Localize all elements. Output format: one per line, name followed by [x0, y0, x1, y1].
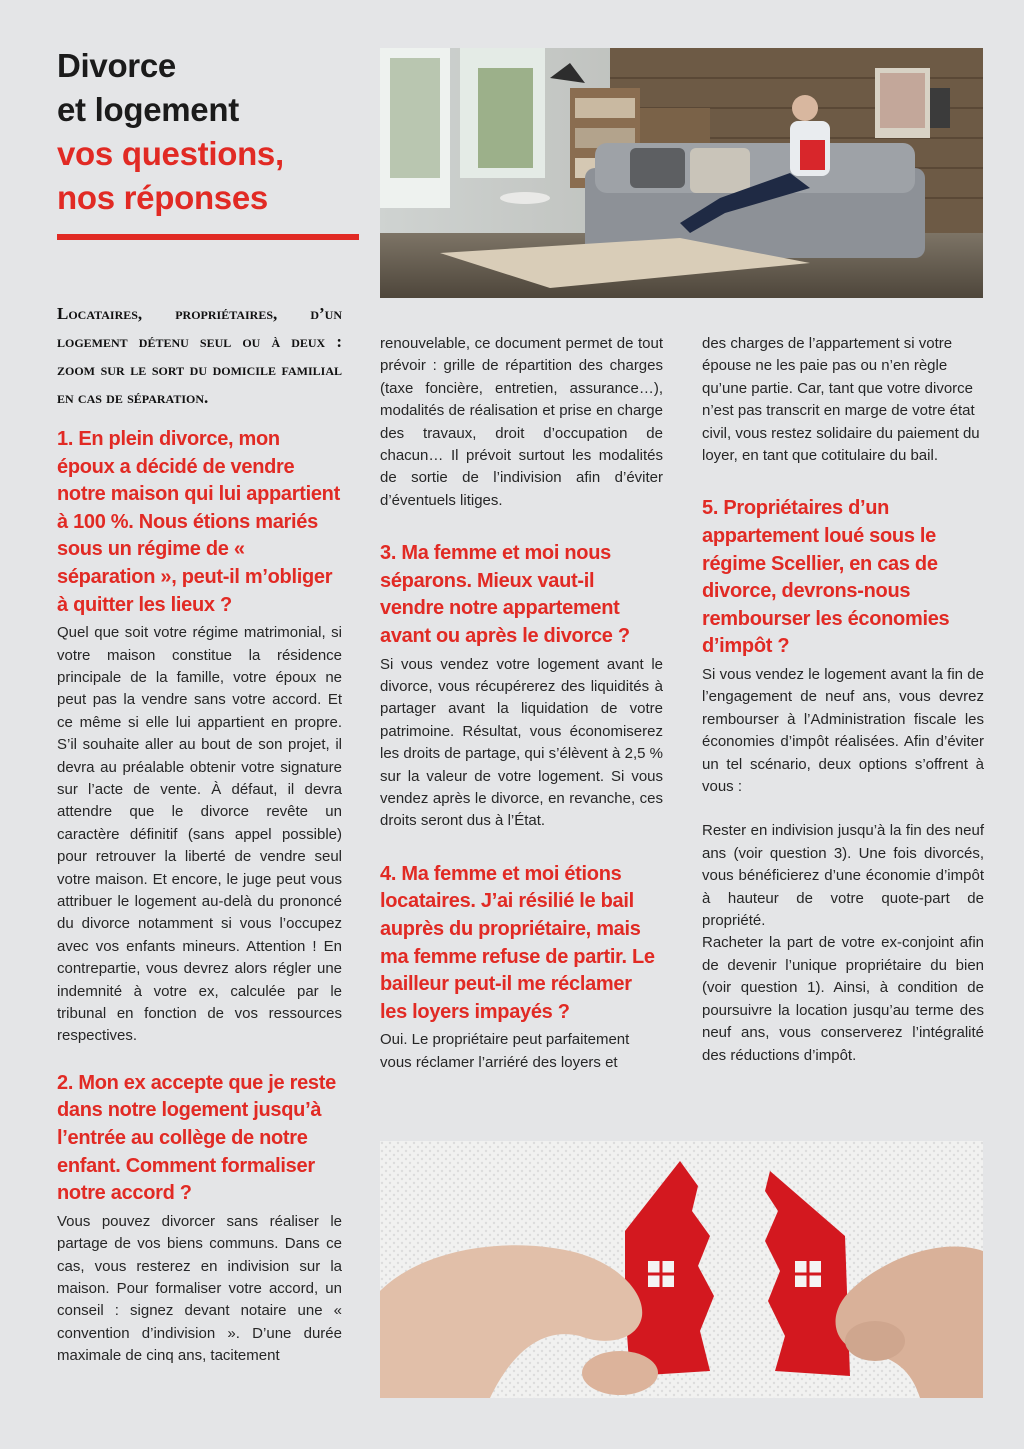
question-2-answer-part2: renouvelable, ce document permet de tout prévoir : grille de répartition des charges (taxe foncière, entretien, assurance…), modalités de réalisation et prise en charge des travaux, droit d’occupation de chacun… Il prévoit surtout les modalités de sortie de l’indivision afin d’éviter d’éventuels litiges. [380, 335, 663, 509]
question-3-title: 3. Ma femme et moi nous séparons. Mieux vaut-il vendre notre appartement avant ou après le divorce ? [380, 542, 630, 648]
split-house-photo [380, 1141, 983, 1398]
column-3 [702, 333, 984, 1067]
subtitle-line-1: vos questions, [57, 135, 284, 172]
title-line-2: et logement [57, 91, 239, 128]
intro-lead: Locataires, propriétaires, d’un logement détenu seul ou à deux : zoom sur le sort du domicile familial en cas de séparation. [57, 304, 342, 407]
question-4-title: 4. Ma femme et moi étions locataires. J’ai résilié le bail auprès du propriétaire, mais ma femme refuse de partir. Le bailleur peut-il me réclamer les loyers impayés ? [380, 862, 655, 1023]
question-2-title: 2. Mon ex accepte que je reste dans notre logement jusqu’à l’entrée au collège de notre enfant. Comment formaliser notre accord ? [57, 1071, 336, 1205]
question-4-answer-part1: Oui. Le propriétaire peut parfaitement vous réclamer l’arriéré des loyers et [380, 1031, 630, 1071]
title-underline-rule [57, 234, 359, 240]
question-4-answer-part2: des charges de l’appartement si votre épouse ne les paie pas ou n’en règle qu’une partie. Car, tant que votre divorce n’est pas transcrit en marge de votre état civil, vous restez solidaire du paiement du loyer, en tant que cotitulaire du bail. [702, 335, 980, 465]
column-1 [57, 300, 342, 1368]
question-1-title: 1. En plein divorce, mon époux a décidé de vendre notre maison qui lui appartient à 100 %. Nous étions mariés sous un régime de « séparation », peut-il m’obliger à quitter les lieux ? [57, 428, 340, 616]
question-5-title: 5. Propriétaires d’un appartement loué sous le régime Scellier, en cas de divorce, devrons-nous rembourser les économies d’impôt ? [702, 497, 950, 658]
article-title [57, 44, 362, 220]
question-2-answer-part1: Vous pouvez divorcer sans réaliser le partage de vos biens communs. Dans ce cas, vous resterez en indivision sur la maison. Pour formaliser votre accord, un conseil : signez devant notaire une « convention d’indivision ». D’une durée maximale de cinq ans, tacitement [57, 1212, 342, 1365]
question-1-answer: Quel que soit votre régime matrimonial, si votre maison constitue la résidence principale de la famille, votre époux ne peut pas la vendre sans votre accord. Et ce même si elle lui appartient en propre. S’il souhaite aller au bout de son projet, il devra au préalable obtenir votre signature sur l’acte de vente. À défaut, il devra attendre que le divorce revête un caractère définitif (sans appel possible) pour retrouver la liberté de vendre seul votre maison. Et encore, le juge peut vous attribuer le logement au-delà du prononcé du divorce notamment si vous l’occupez avec vos enfants mineurs. Attention ! En contrepartie, vous devrez alors régler une indemnité à votre ex, calculée par le tribunal en fonction de vos ressources respectives. [57, 624, 342, 1045]
subtitle-line-2: nos réponses [57, 179, 268, 216]
question-3-answer: Si vous vendez votre logement avant le divorce, vous récupérerez des liquidités à partager avant la liquidation de votre patrimoine. Résultat, vous économiserez les droits de partage, qui s’élèvent à 2,5 % sur la valeur de votre logement. Si vous vendez après le divorce, en revanche, ces droits seront dus à l’État. [380, 655, 663, 830]
question-5-option-2: Racheter la part de votre ex-conjoint afin de devenir l’unique propriétaire du bien (voir question 1). Ainsi, à condition de poursuivre la location jusqu’au terme des neuf ans, vous conserverez l’intégralité des réductions d’impôt. [702, 934, 984, 1064]
question-5-option-1: Rester en indivision jusqu’à la fin des neuf ans (voir question 3). Une fois divorcés, vous bénéficierez d’une économie d’impôt à hauteur de votre quote-part de propriété. [702, 822, 984, 930]
column-2 [380, 333, 663, 1074]
question-5-answer-intro: Si vous vendez le logement avant la fin de l’engagement de neuf ans, vous devrez rembourser à l’Administration fiscale les économies d’impôt réalisées. Afin d’éviter un tel scénario, deux options s’offrent à vous : [702, 666, 984, 796]
title-line-1: Divorce [57, 47, 176, 84]
living-room-photo [380, 48, 983, 298]
